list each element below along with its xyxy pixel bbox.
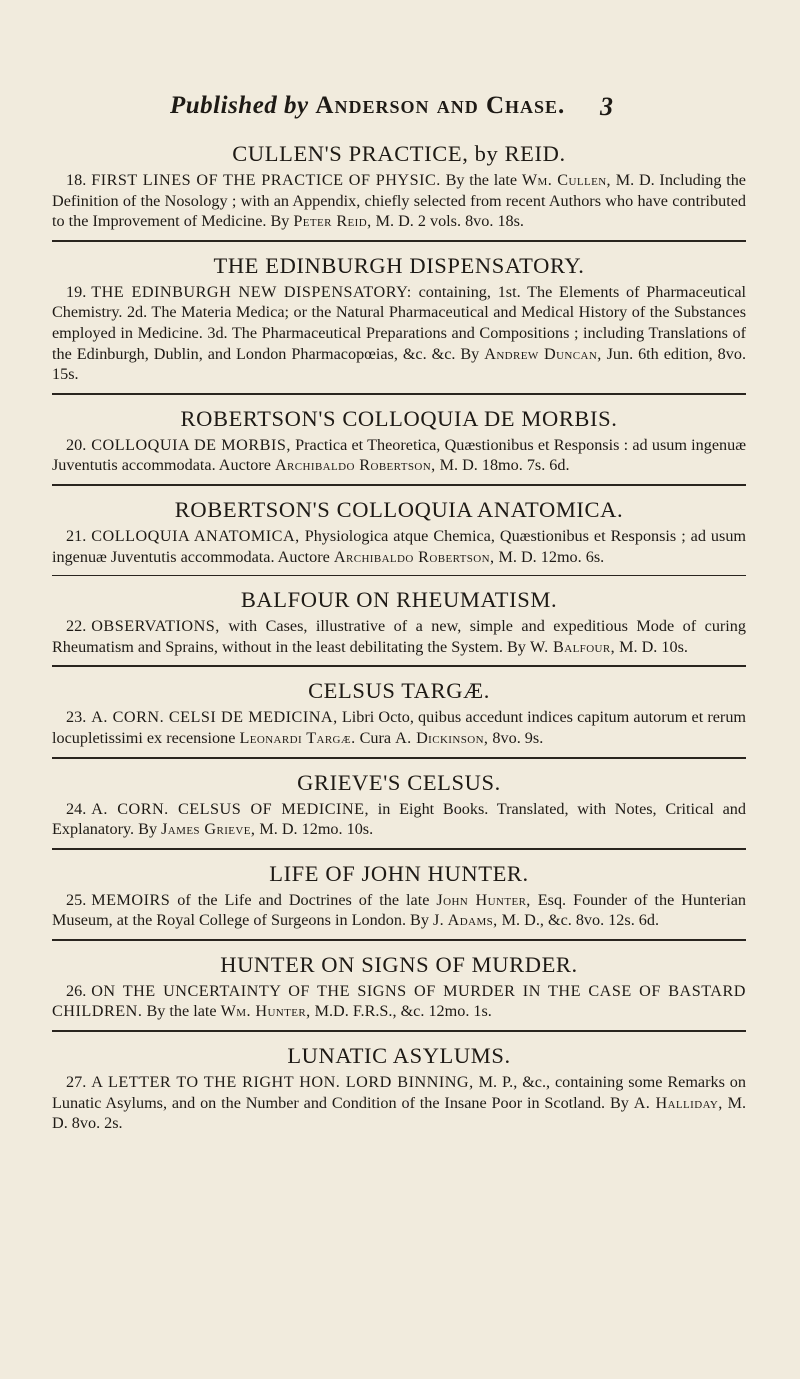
catalogue-entry xyxy=(52,405,746,476)
entry-title: CULLEN'S PRACTICE, by REID. xyxy=(232,141,566,166)
published-by: Published by xyxy=(170,92,309,119)
entry-price: M. D., &c. 8vo. 12s. 6d. xyxy=(501,911,660,930)
entry-number: 20. xyxy=(66,435,87,454)
author-name: Andrew Duncan, xyxy=(484,344,602,363)
entry-number: 24. xyxy=(66,799,87,818)
author-name: W. Balfour, xyxy=(529,637,616,656)
entry-title: CELSUS TARGÆ. xyxy=(308,678,490,704)
author-name: Archibaldo Robertson, xyxy=(274,456,436,475)
entry-number: 25. xyxy=(66,890,87,909)
section-rule xyxy=(52,1030,746,1032)
catalogue-entry xyxy=(52,951,746,1022)
author-name: Leonardi Targæ. xyxy=(239,728,356,747)
entry-number: 18. xyxy=(66,171,87,189)
publishers: Anderson and Chase. xyxy=(315,92,566,119)
entry-title: GRIEVE'S CELSUS. xyxy=(297,769,501,795)
entry-description xyxy=(52,799,746,840)
section-rule xyxy=(52,575,746,576)
entry-body: with Cases, illustrative of a new, simple and expeditious Mode of curing Rheumatism and Sprains, without in the least debilitating the System. By xyxy=(52,617,746,656)
entry-title: LIFE OF JOHN HUNTER. xyxy=(269,860,529,886)
entry-body: Physiologica atque Chemica, Quæstionibus et Responsis ; ad usum ingenuæ Juventutis accommodata. Auctore xyxy=(52,526,747,566)
work-title: A. CORN. CELSUS OF MEDICINE, xyxy=(91,799,370,818)
work-title: THE EDINBURGH NEW DISPENSATORY: xyxy=(91,282,412,301)
entry-price: M. D. 12mo. 10s. xyxy=(259,820,374,839)
entry-title: BALFOUR ON RHEUMATISM. xyxy=(240,587,558,613)
editor-name: A. Dickinson, xyxy=(395,728,489,747)
author-name: A. Halliday, xyxy=(633,1093,723,1112)
section-rule xyxy=(52,939,746,941)
entry-body: containing, 1st. The Elements of Pharmaceutical Chemistry. 2d. The Materia Medica; or the Natural Pharmaceutical and Medical History of the Substances employed in Medicine. 3d. The Pharmaceutical Preparations and Compositions ; including Translations of the Edinburgh, Dublin, and London Pharmacopœias, &c. &c. By xyxy=(52,282,747,363)
running-head xyxy=(170,92,610,120)
author-name: Archibaldo Robertson, xyxy=(333,547,495,566)
entry-title: ROBERTSON'S COLLOQUIA ANATOMICA. xyxy=(174,496,624,522)
section-rule xyxy=(52,848,746,850)
catalogue-column xyxy=(52,140,746,1134)
page-number: 3 xyxy=(600,92,613,121)
entry-price: M. D. 2 vols. 8vo. 18s. xyxy=(375,212,524,231)
entry-body: Esq. Founder of the Hunterian Museum, at the Royal College of Surgeons in London. By xyxy=(52,890,746,930)
catalogue-entry xyxy=(52,496,746,567)
entry-body: M. P., &c., containing some Remarks on Lunatic Asylums, and on the Number and Condition of the Insane Poor in Scotland. By xyxy=(52,1073,746,1112)
entry-body: of the Life and Doctrines of the late xyxy=(177,890,430,909)
entry-description xyxy=(52,890,746,931)
entry-price: M. D. 8vo. 2s. xyxy=(52,1093,747,1133)
entry-body: M. D. Including the Definition of the Nosology ; with an Appendix, chiefly selected from recent Authors who have contributed to the Improvement of Medicine. By xyxy=(52,171,746,231)
entry-price: M. D. 10s. xyxy=(619,637,688,656)
entry-number: 23. xyxy=(66,708,87,727)
author-name: Wm. Hunter, xyxy=(220,1002,311,1021)
entry-price: Jun. 6th edition, 8vo. 15s. xyxy=(52,344,747,384)
catalogue-entry xyxy=(52,769,746,840)
entry-description xyxy=(52,981,746,1022)
entry-description xyxy=(52,282,746,385)
section-rule xyxy=(52,757,746,759)
section-rule xyxy=(52,484,746,486)
section-rule xyxy=(52,240,746,242)
entry-title: HUNTER ON SIGNS OF MURDER. xyxy=(220,951,578,977)
work-title: COLLOQUIA ANATOMICA, xyxy=(91,526,300,545)
work-title: A. CORN. CELSI DE MEDICINA, xyxy=(91,708,338,727)
author-name: James Grieve, xyxy=(161,820,256,839)
entry-body: Libri Octo, quibus accedunt indices capitum autorum et rerum locupletissimi ex recensione xyxy=(52,708,747,747)
catalogue-entry xyxy=(52,1042,746,1134)
entry-description xyxy=(52,707,746,748)
catalogue-entry xyxy=(52,677,746,748)
entry-description xyxy=(52,526,746,567)
entry-body: By the late xyxy=(146,1002,217,1021)
entry-title: THE EDINBURGH DISPENSATORY. xyxy=(213,252,585,278)
section-rule xyxy=(52,393,746,395)
work-title: ON THE UNCERTAINTY OF THE SIGNS OF MURDER IN THE CASE OF BASTARD CHILDREN. xyxy=(52,981,746,1021)
entry-number: 19. xyxy=(66,282,87,301)
author-name: John Hunter, xyxy=(436,890,531,909)
catalogue-entry xyxy=(52,252,746,385)
work-title: OBSERVATIONS, xyxy=(91,617,220,636)
entry-price: M. D. 12mo. 6s. xyxy=(498,547,605,566)
entry-title: ROBERTSON'S COLLOQUIA DE MORBIS. xyxy=(180,405,618,431)
work-title: COLLOQUIA DE MORBIS, xyxy=(91,435,291,454)
entry-title: LUNATIC ASYLUMS. xyxy=(287,1043,511,1069)
entry-price: 8vo. 9s. xyxy=(492,728,544,747)
entry-price: M. D. 18mo. 7s. 6d. xyxy=(439,456,570,475)
entry-body: By the late xyxy=(445,171,518,189)
catalogue-entry xyxy=(52,586,746,657)
catalogue-entry xyxy=(52,140,746,232)
editor-name: Peter Reid, xyxy=(293,212,372,231)
entry-number: 21. xyxy=(66,526,87,545)
work-title: FIRST LINES OF THE PRACTICE OF PHYSIC. xyxy=(91,171,441,189)
catalogue-entry xyxy=(52,860,746,931)
entry-description xyxy=(52,435,746,476)
entry-description xyxy=(52,1072,746,1134)
author-name: Wm. Cullen, xyxy=(521,171,611,189)
entry-number: 26. xyxy=(66,981,87,1000)
entry-description xyxy=(52,170,746,232)
entry-body: Cura xyxy=(359,728,392,747)
entry-number: 27. xyxy=(66,1073,87,1092)
section-rule xyxy=(52,665,746,667)
entry-description xyxy=(52,616,746,657)
entry-price: M.D. F.R.S., &c. 12mo. 1s. xyxy=(314,1002,492,1021)
entry-body: in Eight Books. Translated, with Notes, Critical and Explanatory. By xyxy=(52,799,746,839)
work-title: A LETTER TO THE RIGHT HON. LORD BINNING, xyxy=(91,1073,474,1092)
entry-number: 22. xyxy=(66,617,87,636)
work-title: MEMOIRS xyxy=(91,890,171,909)
editor-name: J. Adams, xyxy=(432,911,498,930)
entry-body: Practica et Theoretica, Quæstionibus et Responsis : ad usum ingenuæ Juventutis accommodata. Auctore xyxy=(52,435,747,475)
